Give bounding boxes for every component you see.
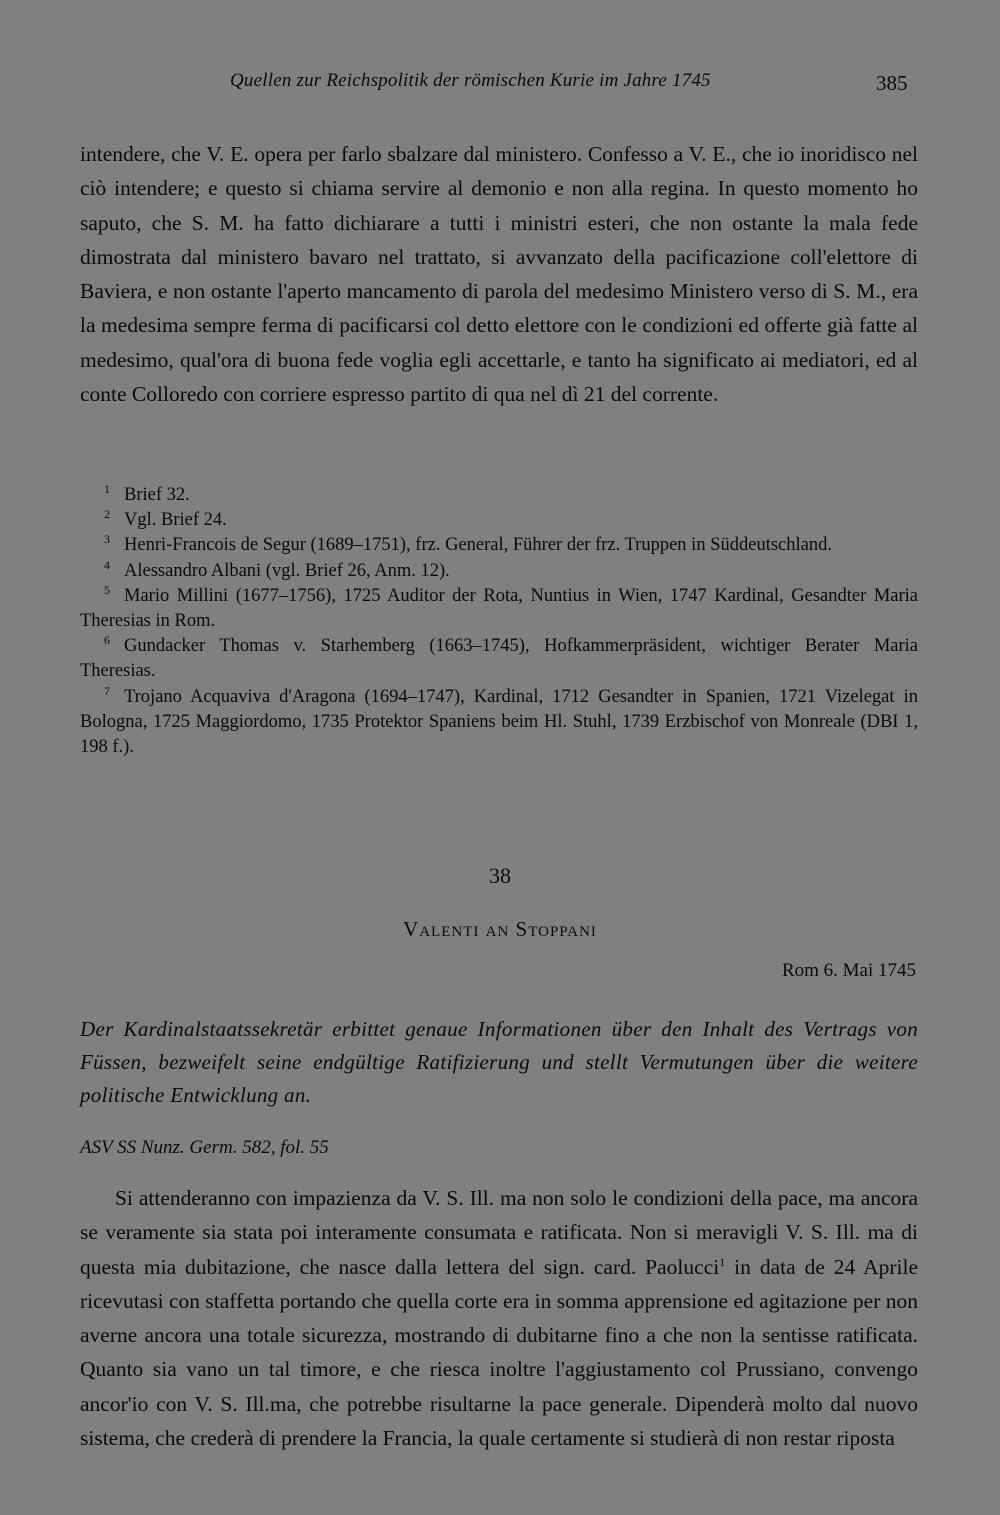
archival-source: ASV SS Nunz. Germ. 582, fol. 55 [80, 1137, 329, 1158]
footnote-text: Mario Millini (1677–1756), 1725 Auditor der Rota, Nuntius in Wien, 1747 Kardinal, Gesandter Maria Theresias in Rom. [80, 585, 918, 632]
letter-text-part: in data de 24 Aprile ricevutasi con staffetta portando che quella corte era in somma apprensione ed agitazione per non averne ancora una totale sicurezza, mostrando di dubitarne fino a che non la sentisse ratificata. Quanto sia vano un tal timore, e che riesca inoltre l'aggiustamento col Prussiano, convengo ancor'io con V. S. Ill.ma, che potrebbe risultarne la pace generale. Dipenderà molto dal nuovo sistema, che crederà di prendere la Francia, la quale certamente si studierà di non restar riposta [80, 1254, 918, 1451]
footnote-text: Henri-Francois de Segur (1689–1751), frz. General, Führer der frz. Truppen in Süddeutschland. [124, 535, 832, 556]
footnote-text: Trojano Acquaviva d'Aragona (1694–1747), Kardinal, 1712 Gesandter in Spanien, 1721 Vizelegat in Bologna, 1725 Maggiordomo, 1735 Protektor Spaniens beim Hl. Stuhl, 1739 Erzbischof von Monreale (DBI 1, 198 f.). [80, 686, 918, 758]
footnote-text: Vgl. Brief 24. [124, 510, 227, 531]
footnote-reference: 1 [719, 1254, 726, 1269]
document-title: Valenti an Stoppani [403, 917, 597, 941]
footnote: 2 Vgl. Brief 24. [104, 507, 227, 531]
footnote-text: Gundacker Thomas v. Starhemberg (1663–1745), Hofkammerpräsident, wichtiger Berater Maria Theresias. [80, 636, 918, 682]
footnote: 7 Trojano Acquaviva d'Aragona (1694–1747), Kardinal, 1712 Gesandter in Spanien, 1721 Vizelegat in Bologna, 1725 Maggiordomo, 1735 Protektor Spaniens beim Hl. Stuhl, 1739 Erzbischof von Monreale (DBI 1, 198 f.). [80, 683, 918, 758]
footnote: 4 Alessandro Albani (vgl. Brief 26, Anm. 12). [104, 557, 450, 581]
letter-paragraph [80, 1181, 918, 1455]
footnotes [80, 483, 918, 760]
letter-text-part: Si attenderanno con impazienza da V. S. Ill. ma non solo le condizioni della pace, ma ancora se veramente sia stata poi interamente consumata e ratificata. Non si meravigli V. S. Ill. ma di questa mia dubitazione, che nasce dalla lettera del sign. card. Paolucci [80, 1186, 918, 1279]
footnote: 3 Henri-Francois de Segur (1689–1751), frz. General, Führer der frz. Truppen in Süddeutschland. [104, 532, 832, 556]
document-number: 38 [489, 863, 511, 888]
continuation-paragraph: intendere, che V. E. opera per farlo sbalzare dal ministero. Confesso a V. E., che io inoridisco nel ciò intendere; e questo si chiama servire al demonio e non alla regina. In questo momento ho saputo, che S. M. ha fatto dichiarare a tutti i ministri esteri, che non ostante la mala fede dimostrata dal ministero bavaro nel trattato, si avvanzato della pacificazione coll'elettore di Baviera, e non ostante l'aperto mancamento di parola del medesimo Ministero verso di S. M., era la medesima sempre ferma di pacificarsi col detto elettore con le condizioni ed offerte già fatte al medesimo, qual'ora di buona fede voglia egli accettarle, e tanto ha significato ai mediatori, ed al conte Colloredo con corriere espresso partito di qua nel dì 21 del corrente. [80, 142, 918, 407]
running-title: Quellen zur Reichspolitik der römischen Kurie im Jahre 1745 [230, 70, 711, 91]
place-date: Rom 6. Mai 1745 [781, 960, 916, 981]
footnote-text: Alessandro Albani (vgl. Brief 26, Anm. 12). [124, 560, 450, 581]
document-summary: Der Kardinalstaatssekretär erbittet genaue Informationen über den Inhalt des Vertrags von Füssen, bezweifelt seine endgültige Ratifizierung und stellt Vermutungen über die weitere politische Entwicklung an. [80, 1017, 918, 1107]
footnote: 1 Brief 32. [104, 482, 190, 505]
page-number: 385 [876, 71, 908, 95]
footnote: 5 Mario Millini (1677–1756), 1725 Auditor der Rota, Nuntius in Wien, 1747 Kardinal, Gesandter Maria Theresias in Rom. [80, 582, 918, 632]
footnote-text: Brief 32. [124, 485, 190, 505]
footnote: 6 Gundacker Thomas v. Starhemberg (1663–1745), Hofkammerpräsident, wichtiger Berater Maria Theresias. [80, 633, 918, 682]
